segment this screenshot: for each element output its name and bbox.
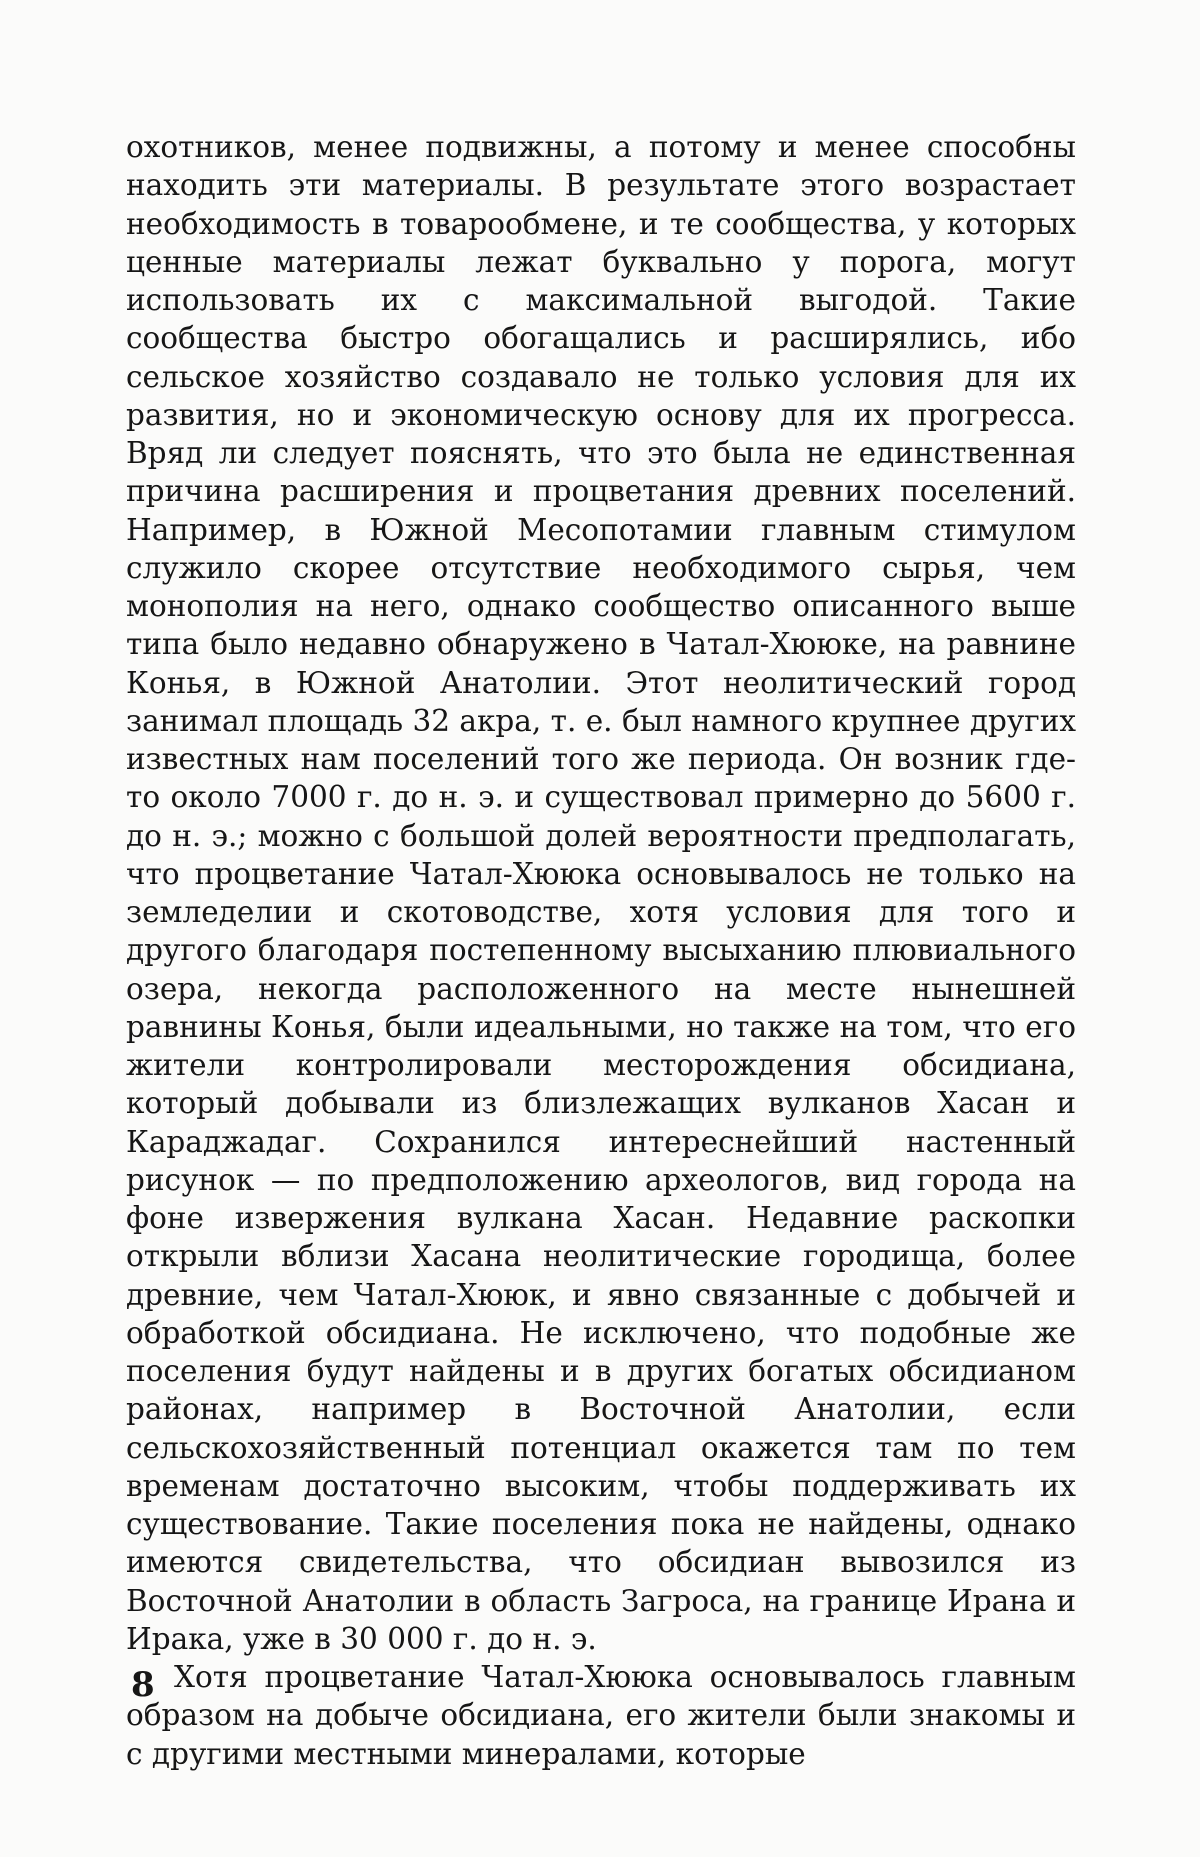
- paragraph-1: охотников, менее подвижны, а потому и менее способны находить эти материалы. В результате этого возрастает необходимость в товарообмене, и те сообщества, у которых ценные материалы лежат буквально у порога, могут использовать их с максимальной выгодой. Такие сообщества быстро обогащались и расширялись, ибо сельское хозяйство создавало не только условия для их развития, но и экономическую основу для их прогресса. Вряд ли следует пояснять, что это была не единственная причина расширения и процветания древних поселений. Например, в Южной Месопотамии главным стимулом служило скорее отсутствие необходимого сырья, чем монополия на него, однако сообщество описанного выше типа было недавно обнаружено в Чатал-Хююке, на равнине Конья, в Южной Анатолии. Этот неолитический город занимал площадь 32 акра, т. е. был намного крупнее других известных нам поселений того же периода. Он возник где-то около 7000 г. до н. э. и существовал примерно до 5600 г. до н. э.; можно с большой долей вероятности предполагать, что процветание Чатал-Хююка основывалось не только на земледелии и скотоводстве, хотя условия для того и другого благодаря постепенному высыханию плювиального озера, некогда расположенного на месте нынешней равнины Конья, были идеальными, но также на том, что его жители контролировали месторождения обсидиана, который добывали из близлежащих вулканов Хасан и Караджадаг. Сохранился интереснейший настенный рисунок — по предположению археологов, вид города на фоне извержения вулкана Хасан. Недавние раскопки открыли вблизи Хасана неолитические городища, более древние, чем Чатал-Хююк, и явно связанные с добычей и обработкой обсидиана. Не исключено, что подобные же поселения будут найдены и в других богатых обсидианом районах, например в Восточной Анатолии, если сельскохозяйственный потенциал окажется там по тем временам достаточно высоким, чтобы поддерживать их существование. Такие поселения пока не найдены, однако имеются свидетельства, что обсидиан вывозился из Восточной Анатолии в область Загроса, на границе Ирана и Ирака, уже в 30 000 г. до н. э.: [126, 130, 1076, 1656]
- page-number: 8: [131, 1665, 155, 1705]
- body-text: [126, 128, 1076, 1773]
- paragraph-2: Хотя процветание Чатал-Хююка основывалось главным образом на добыче обсидиана, его жители были знакомы и с другими местными минералами, которые: [126, 1660, 1076, 1771]
